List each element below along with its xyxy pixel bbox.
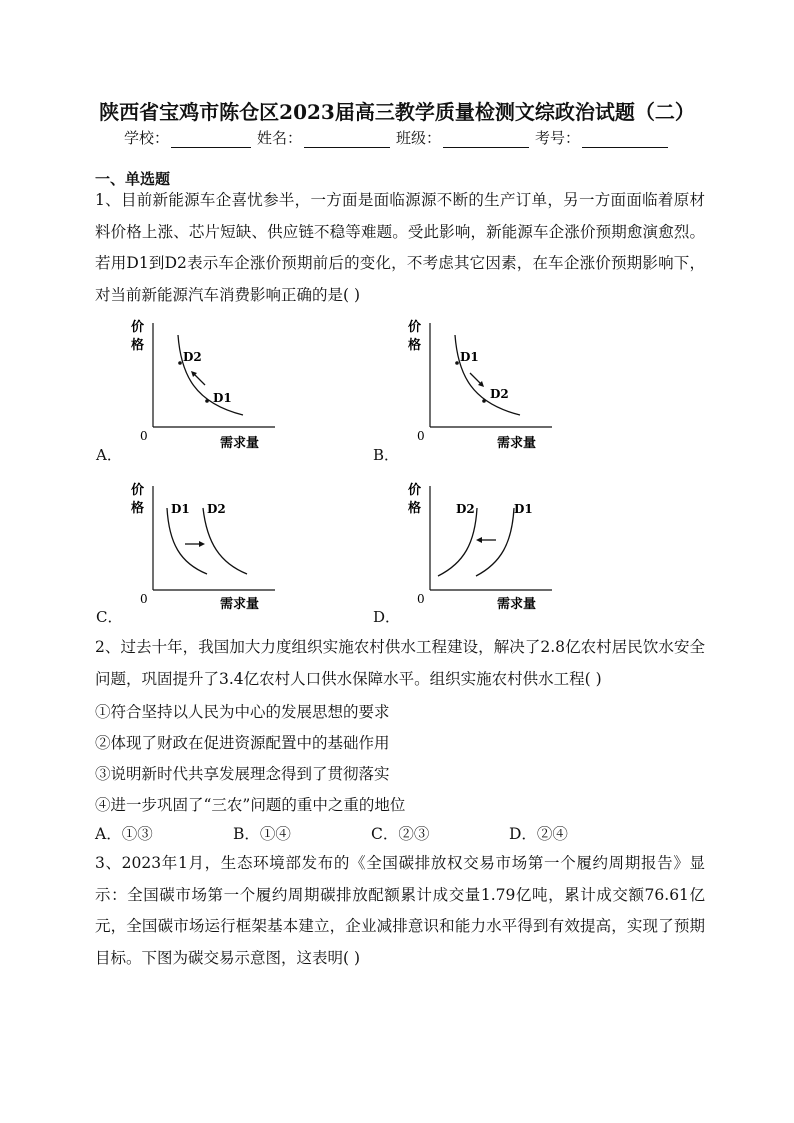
- q2-item-3: ③说明新时代共享发展理念得到了贯彻落实: [95, 765, 390, 783]
- curve-label-1: D1: [171, 502, 190, 516]
- origin-label: 0: [140, 429, 148, 443]
- origin-label: 0: [417, 429, 425, 443]
- x-axis-label: 需求量: [220, 436, 260, 451]
- q2-choice-d[interactable]: D．②④: [509, 825, 568, 843]
- curve-label-lower: D1: [213, 391, 232, 405]
- demand-curve: [178, 335, 243, 415]
- question-3-text: 3、2023年1月，生态环境部发布的《全国碳排放权交易市场第一个履约周期报告》显示：全国碳市场第一个履约周期碳排放配额累计成交量1.79亿吨，累计成交额76.61亿元，全国碳市场运行框架基本建立，企业减排意识和能力水平得到有效提高，实现了预期目标。下图为碳交易示意图，这表明( ): [95, 854, 705, 967]
- exam-no-label: 考号：: [535, 129, 581, 147]
- option-b-label[interactable]: B．: [373, 446, 400, 464]
- option-d-chart[interactable]: [402, 478, 562, 618]
- student-info-row: [0, 127, 794, 148]
- axis-label-price-top: 价: [131, 483, 145, 498]
- name-label: 姓名：: [256, 129, 302, 147]
- curve-label-2: D2: [207, 502, 226, 516]
- curve-label-2: D1: [514, 502, 533, 516]
- shift-arrow-head: [476, 537, 482, 543]
- point-lower: [482, 399, 486, 403]
- document-title: 陕西省宝鸡市陈仓区2023届高三教学质量检测文综政治试题（二）: [99, 100, 695, 124]
- school-field: [124, 127, 253, 148]
- option-a-label[interactable]: A．: [96, 446, 122, 464]
- x-axis-label: 需求量: [497, 597, 537, 612]
- option-d-label[interactable]: D．: [373, 608, 401, 626]
- school-blank[interactable]: [171, 131, 251, 148]
- q2-item-4: ④进一步巩固了“三农”问题的重中之重的地位: [95, 796, 406, 814]
- supply-curve-1: [438, 508, 477, 576]
- curve-label-upper: D1: [460, 350, 479, 364]
- origin-label: 0: [140, 592, 148, 606]
- class-blank[interactable]: [443, 131, 529, 148]
- curve-label-1: D2: [456, 502, 475, 516]
- option-a-chart[interactable]: [125, 315, 285, 455]
- q2-choice-c[interactable]: C．②③: [371, 825, 430, 843]
- demand-curve-2: [203, 508, 247, 574]
- class-label: 班级：: [396, 129, 442, 147]
- question-2-text: 2、过去十年，我国加大力度组织实施农村供水工程建设，解决了2.8亿农村居民饮水安全问题，巩固提升了3.4亿农村人口供水保障水平。组织实施农村供水工程( ): [95, 638, 705, 688]
- axis-label-price-bottom: 格: [131, 501, 145, 516]
- name-field: [257, 127, 392, 148]
- name-blank[interactable]: [304, 131, 390, 148]
- class-field: [396, 127, 531, 148]
- option-c-chart[interactable]: [125, 478, 285, 618]
- axis-label-price-top: 价: [408, 320, 422, 335]
- exam-no-field: [535, 127, 670, 148]
- section-heading: 一、单选题: [95, 170, 171, 188]
- axis-label-price-bottom: 格: [408, 338, 422, 353]
- demand-curve: [455, 335, 520, 415]
- demand-curve-1: [167, 508, 207, 574]
- q2-choice-a[interactable]: A．①③: [95, 825, 153, 843]
- axis-label-price-bottom: 格: [131, 338, 145, 353]
- q2-item-1: ①符合坚持以人民为中心的发展思想的要求: [95, 703, 390, 721]
- axis-label-price-top: 价: [131, 320, 145, 335]
- school-label: 学校：: [123, 129, 169, 147]
- point-lower: [205, 399, 209, 403]
- x-axis-label: 需求量: [497, 436, 537, 451]
- exam-no-blank[interactable]: [582, 131, 668, 148]
- question-1-text: 1、目前新能源车企喜忧参半，一方面是面临源源不断的生产订单，另一方面面临着原材料价格上涨、芯片短缺、供应链不稳等难题。受此影响，新能源车企涨价预期愈演愈烈。若用D1到D2表示车企涨价预期前后的变化，不考虑其它因素，在车企涨价预期影响下，对当前新能源汽车消费影响正确的是( ): [95, 191, 705, 304]
- origin-label: 0: [417, 592, 425, 606]
- option-c-label[interactable]: C．: [96, 608, 123, 626]
- point-upper: [455, 361, 459, 365]
- q2-item-2: ②体现了财政在促进资源配置中的基础作用: [95, 734, 390, 752]
- point-upper: [178, 361, 182, 365]
- curve-label-lower: D2: [490, 387, 509, 401]
- shift-arrow-head: [199, 541, 205, 547]
- axis-label-price-top: 价: [408, 483, 422, 498]
- axis-label-price-bottom: 格: [408, 501, 422, 516]
- q2-choice-b[interactable]: B．①④: [233, 825, 291, 843]
- option-b-chart[interactable]: [402, 315, 562, 455]
- x-axis-label: 需求量: [220, 597, 260, 612]
- curve-label-upper: D2: [183, 350, 202, 364]
